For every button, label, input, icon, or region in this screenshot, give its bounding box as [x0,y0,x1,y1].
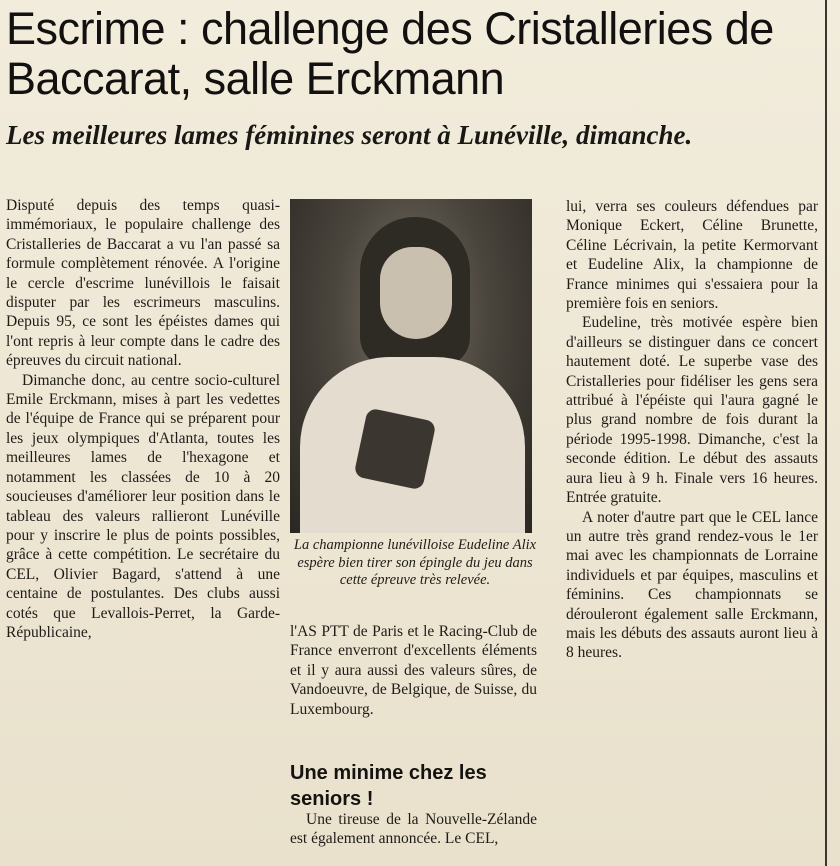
paragraph: A noter d'autre part que le CEL lance un autre très grand rendez-vous le 1er mai avec les championnats de Lorraine individuels et par équipes, masculins et féminins. Ces championnats se dérouleront également salle Erckmann, mais les débuts des assauts auront lieu à 8 heures. [566,508,818,662]
article-column-3 [566,197,818,663]
article-subheadline: Les meilleures lames féminines seront à Lunéville, dimanche. [6,120,693,150]
photo-emblem [353,407,436,490]
paragraph: l'AS PTT de Paris et le Racing-Club de France enverront d'excellents éléments et il y aura aussi des valeurs sûres, de Vandoeuvre, de Belgique, de Suisse, du Luxembourg. [290,623,537,718]
paragraph: Une tireuse de la Nouvelle-Zélande est également annoncée. Le CEL, [290,811,537,848]
article-column-1 [6,196,280,642]
paragraph: lui, verra ses couleurs défendues par Monique Eckert, Céline Brunette, Céline Lécrivain, la petite Kermorvant et Eudeline Alix, la championne de France minimes qui s'essaiera pour la première fois en seniors. [566,198,818,313]
article-column-2-continued [290,810,537,849]
paragraph: Dimanche donc, au centre socio-culturel Emile Erckmann, mises à part les vedettes de l'équipe de France qui se préparent pour les jeux olympiques d'Atlanta, toutes les meilleures lames de l'hexagone et notamment les classées de 10 à 20 soucieuses d'améliorer leur position dans le tableau des valeurs rallieront Lunéville pour y inscrire le plus de points possibles, grâce à cette compétition. Le secrétaire du CEL, Olivier Bagard, s'attend à une centaine de postulantes. Des clubs aussi cotés que Levallois-Perret, la Garde-Républicaine, [6,371,280,641]
photo-caption: La championne lunévilloise Eudeline Alix espère bien tirer son épingle du jeu dans cette épreuve très relevée. [293,537,537,588]
section-title: Une minime chez les seniors ! [290,762,487,810]
article-headline: Escrime : challenge des Cristalleries de Baccarat, salle Erckmann [6,3,774,104]
bleed-through-fragment [820,90,840,140]
paragraph: Eudeline, très motivée espère bien d'ailleurs se distinguer dans ce concert hautement doté. Le superbe vase des Cristalleries pour fidéliser les gens sera attribué à l'épéiste qui l'aura gagné le plus grand nombre de fois durant la période 1995-1998. Dimanche, c'est la seconde édition. Le début des assauts aura lieu à 9 h. Finale vers 16 heures. Entrée gratuite. [566,314,818,507]
article-photo [290,199,532,533]
paragraph: Disputé depuis des temps quasi-immémoriaux, le populaire challenge des Cristalleries de Baccarat a vu l'an passé sa formule complètement rénovée. A l'origine le cercle d'escrime lunévillois le faisait disputer par les escrimeurs masculins. Depuis 95, ce sont les épéistes dames qui l'ont repris à leur compte dans le cadre des épreuves du circuit national. [6,197,280,370]
photo-face [380,247,452,339]
article-column-2 [290,622,537,719]
